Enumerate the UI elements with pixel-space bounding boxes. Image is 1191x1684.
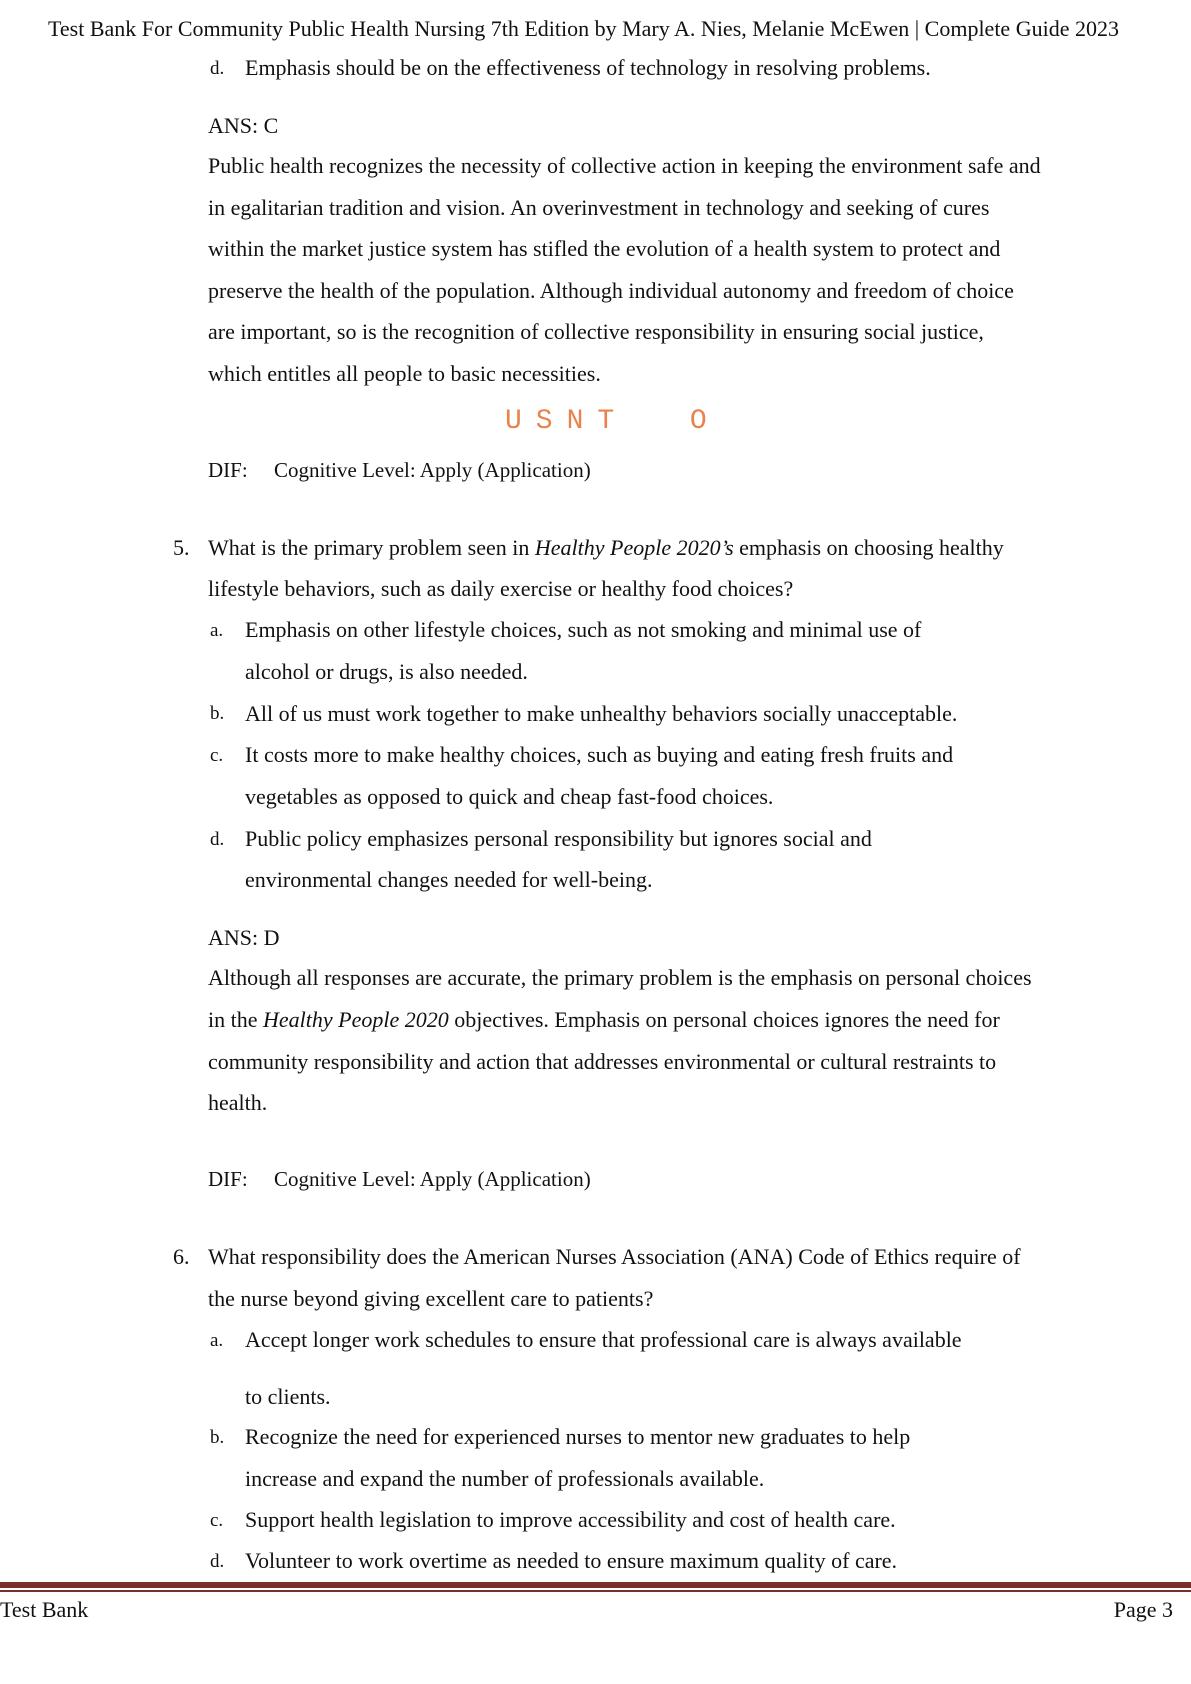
option-text: Emphasis should be on the effectiveness of technology in resolving problems.	[245, 55, 931, 80]
rationale-line: are important, so is the recognition of collective responsibility in ensuring social justice,	[208, 319, 984, 344]
option-text: It costs more to make healthy choices, such as buying and eating fresh fruits and	[245, 742, 954, 767]
question-stem	[208, 534, 1004, 562]
rationale-line: community responsibility and action that addresses environmental or cultural restraints to	[208, 1049, 997, 1074]
question-number: 5.	[173, 535, 190, 560]
option-text: increase and expand the number of professionals available.	[245, 1466, 765, 1491]
answer-key: ANS: C	[208, 113, 279, 138]
rationale-line: preserve the health of the population. Although individual autonomy and freedom of choice	[208, 278, 1014, 303]
option-text: environmental changes needed for well-being.	[245, 867, 653, 892]
option-marker: b.	[210, 703, 225, 724]
footer-rule	[0, 1582, 1191, 1588]
rationale-text: objectives. Emphasis on personal choices ignores the need for	[448, 1007, 1000, 1032]
footer-rule-thin	[0, 1590, 1191, 1592]
difficulty	[208, 458, 591, 483]
rationale-text: in the	[208, 1007, 263, 1032]
dif-value: Cognitive Level: Apply (Application)	[274, 1167, 591, 1191]
question-stem-line: What responsibility does the American Nurses Association (ANA) Code of Ethics require of	[208, 1244, 1021, 1269]
option-marker: d.	[210, 829, 225, 850]
watermark: USNT O	[505, 406, 721, 437]
option-marker: c.	[210, 1510, 224, 1531]
option-text: Accept longer work schedules to ensure that professional care is always available	[245, 1327, 962, 1352]
option-text: alcohol or drugs, is also needed.	[245, 659, 528, 684]
option-marker: d.	[210, 1551, 225, 1572]
option-text: to clients.	[245, 1384, 331, 1409]
dif-label: DIF:	[208, 1167, 248, 1191]
option-text: Volunteer to work overtime as needed to ensure maximum quality of care.	[245, 1548, 898, 1573]
question-stem-line: the nurse beyond giving excellent care to patients?	[208, 1286, 654, 1311]
option-text: Emphasis on other lifestyle choices, such as not smoking and minimal use of	[245, 617, 922, 642]
option-marker: d.	[210, 58, 225, 79]
option-text: vegetables as opposed to quick and cheap fast-food choices.	[245, 784, 774, 809]
option-marker: a.	[210, 620, 224, 641]
answer-key: ANS: D	[208, 925, 280, 950]
option-text: Support health legislation to improve accessibility and cost of health care.	[245, 1507, 896, 1532]
question-number: 6.	[173, 1244, 190, 1269]
option-text: All of us must work together to make unhealthy behaviors socially unacceptable.	[245, 701, 958, 726]
option-marker: c.	[210, 745, 224, 766]
rationale-line: in egalitarian tradition and vision. An overinvestment in technology and seeking of cures	[208, 195, 990, 220]
question-stem-line: lifestyle behaviors, such as daily exercise or healthy food choices?	[208, 576, 794, 601]
rationale-line: Although all responses are accurate, the primary problem is the emphasis on personal choices	[208, 965, 1032, 990]
option-marker: a.	[210, 1330, 224, 1351]
rationale-line: within the market justice system has stifled the evolution of a health system to protect and	[208, 236, 1001, 261]
page-header: Test Bank For Community Public Health Nursing 7th Edition by Mary A. Nies, Melanie McEwen | Complete Guide 2023	[48, 16, 1119, 41]
dif-value: Cognitive Level: Apply (Application)	[274, 458, 591, 482]
stem-italic: Healthy People 2020’s	[534, 535, 734, 560]
stem-text: What is the primary problem seen in	[208, 535, 535, 560]
option-marker: b.	[210, 1427, 225, 1448]
rationale-line: health.	[208, 1090, 268, 1115]
rationale-line: Public health recognizes the necessity of collective action in keeping the environment safe and	[208, 153, 1041, 178]
difficulty	[208, 1167, 591, 1192]
rationale-line	[208, 1006, 1000, 1034]
footer-left: Test Bank	[0, 1597, 89, 1622]
stem-text: emphasis on choosing healthy	[733, 535, 1004, 560]
option-text: Recognize the need for experienced nurses to mentor new graduates to help	[245, 1424, 911, 1449]
dif-label: DIF:	[208, 458, 248, 482]
rationale-italic: Healthy People 2020	[263, 1007, 449, 1032]
page-number: Page 3	[1113, 1597, 1173, 1622]
option-text: Public policy emphasizes personal responsibility but ignores social and	[245, 826, 872, 851]
rationale-line: which entitles all people to basic necessities.	[208, 361, 601, 386]
